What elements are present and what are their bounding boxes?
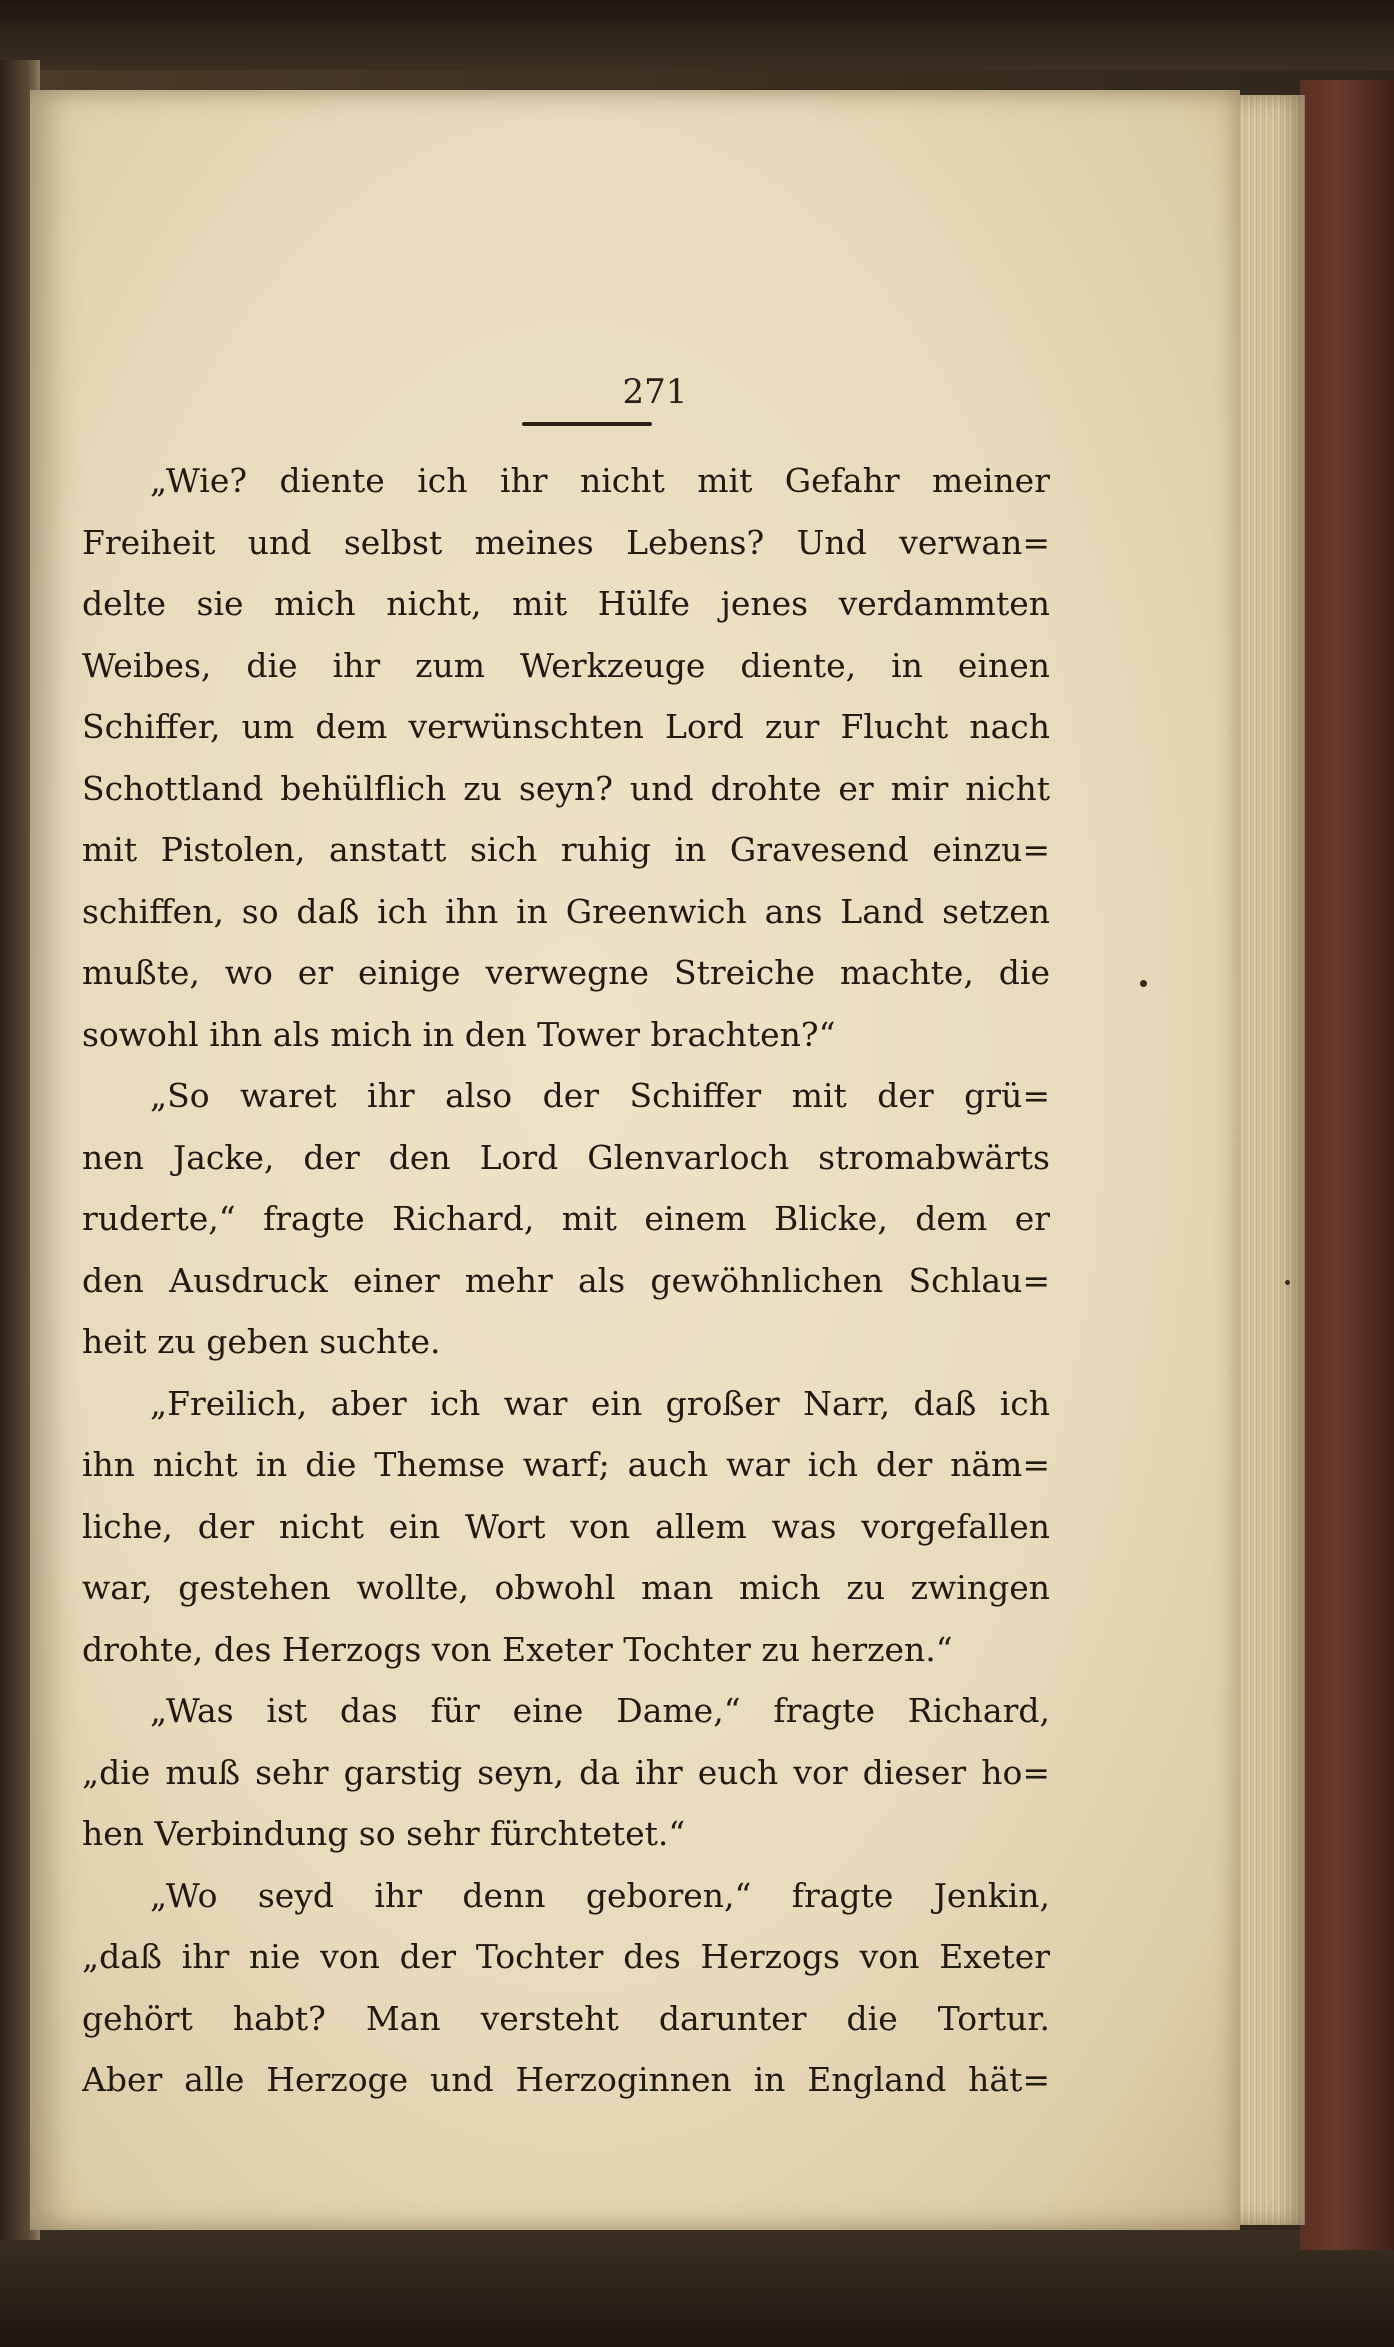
page-number-rule <box>522 422 652 426</box>
text-line: Schiffer, um dem verwünschten Lord zur Flucht nach <box>82 707 1050 746</box>
text-line: ihn nicht in die Themse warf; auch war ich der näm= <box>82 1445 1050 1484</box>
text-line: sowohl ihn als mich in den Tower brachten?“ <box>82 1014 836 1054</box>
text-line: drohte, des Herzogs von Exeter Tochter zu herzen.“ <box>82 1629 953 1669</box>
text-line: gehört habt? Man versteht darunter die Tortur. <box>82 1998 1050 2038</box>
text-line: ruderte,“ fragte Richard, mit einem Blicke, dem er <box>82 1199 1050 1238</box>
text-line: war, gestehen wollte, obwohl man mich zu zwingen <box>82 1568 1050 1607</box>
ink-spot <box>1285 1280 1290 1285</box>
text-line: „Freilich, aber ich war ein großer Narr, daß ich <box>150 1383 1050 1423</box>
text-line: „So waret ihr also der Schiffer mit der grü= <box>150 1076 1050 1115</box>
text-line: „Was ist das für eine Dame,“ fragte Richard, <box>150 1691 1050 1730</box>
book-cover-bottom <box>0 2230 1394 2347</box>
text-line: Schottland behülflich zu seyn? und drohte er mir nicht <box>82 768 1050 808</box>
text-block <box>82 450 1050 2111</box>
book-page <box>30 90 1240 2230</box>
text-line: Weibes, die ihr zum Werkzeuge diente, in einen <box>82 645 1050 685</box>
text-line: hen Verbindung so sehr fürchtetet.“ <box>82 1814 686 1853</box>
text-line: mußte, wo er einige verwegne Streiche machte, die <box>82 953 1050 992</box>
text-line: Aber alle Herzoge und Herzoginnen in England hät= <box>82 2060 1050 2099</box>
text-line: „Wo seyd ihr denn geboren,“ fragte Jenkin, <box>150 1875 1050 1915</box>
text-line: den Ausdruck einer mehr als gewöhnlichen Schlau= <box>82 1260 1050 1300</box>
text-line: mit Pistolen, anstatt sich ruhig in Gravesend einzu= <box>82 830 1050 869</box>
text-line: „die muß sehr garstig seyn, da ihr euch vor dieser ho= <box>82 1752 1050 1792</box>
page-number: 271 <box>622 372 688 412</box>
text-line: liche, der nicht ein Wort von allem was vorgefallen <box>82 1506 1050 1546</box>
text-line: Freiheit und selbst meines Lebens? Und verwan= <box>82 522 1050 562</box>
text-line: „daß ihr nie von der Tochter des Herzogs von Exeter <box>82 1937 1050 1976</box>
text-line: delte sie mich nicht, mit Hülfe jenes verdammten <box>82 584 1050 623</box>
book-cover-top <box>0 0 1394 70</box>
text-line: nen Jacke, der den Lord Glenvarloch stromabwärts <box>82 1137 1050 1177</box>
text-line: schiffen, so daß ich ihn in Greenwich ans Land setzen <box>82 891 1050 931</box>
ink-spot <box>1140 980 1147 987</box>
book-cover-board <box>1300 80 1394 2250</box>
text-line: „Wie? diente ich ihr nicht mit Gefahr meiner <box>150 461 1050 500</box>
text-line: heit zu geben suchte. <box>82 1322 441 1361</box>
